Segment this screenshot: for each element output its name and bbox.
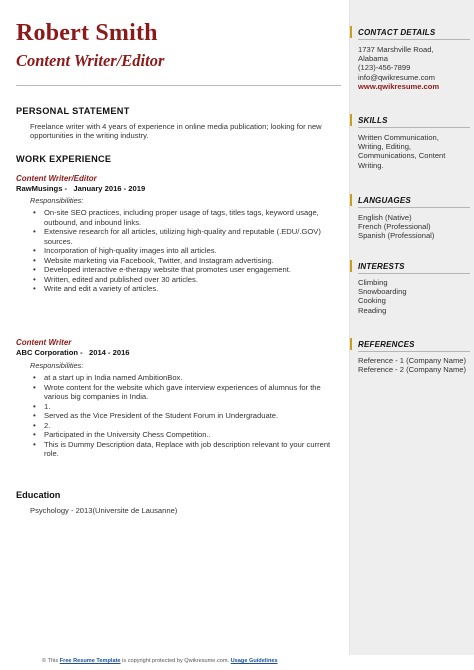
education-heading: Education <box>16 490 61 500</box>
interests-divider <box>358 273 470 274</box>
usage-guidelines-link[interactable]: Usage Guidelines <box>230 658 278 664</box>
language-item: French (Professional) <box>358 222 431 232</box>
responsibility-item: • Write and edit a variety of articles. <box>30 284 335 294</box>
responsibilities-list <box>30 373 335 459</box>
responsibility-item: • Written, edited and published over 30 articles. <box>30 275 335 285</box>
responsibilities-label: Responsibilities: <box>30 196 84 205</box>
contact-divider <box>358 39 470 40</box>
candidate-title: Content Writer/Editor <box>16 51 165 70</box>
education-entry: Psychology - 2013(Universite de Lausanne) <box>30 506 178 515</box>
sidebar <box>349 0 474 655</box>
free-resume-template-link[interactable]: Free Resume Template <box>59 658 121 664</box>
job-company <box>16 184 145 193</box>
footer-mid-text: is copyright protected by Qwikresume.com. <box>122 658 230 664</box>
language-item: English (Native) <box>358 213 412 222</box>
skills-text: Written Communication, Writing, Editing, Communications, Content Writing. <box>358 133 446 170</box>
responsibility-item: • Served as the Vice President of the Student Forum in Undergraduate. <box>30 411 335 421</box>
responsibilities-list <box>30 208 335 294</box>
footer-copyright-line <box>42 658 278 664</box>
languages-list <box>358 213 470 241</box>
job-title: Content Writer/Editor <box>16 174 97 183</box>
personal-statement-text: Freelance writer with 4 years of experience in online media publication; looking for new opportunities in the writing industry. <box>30 122 322 141</box>
interests-list <box>358 278 470 315</box>
company-name: ABC Corporation - <box>16 348 83 357</box>
job-company <box>16 348 130 357</box>
references-list <box>358 356 470 374</box>
personal-statement-heading: PERSONAL STATEMENT <box>16 106 130 116</box>
responsibility-item: • Extensive research for all articles, utilizing high-quality and reputable (.EDU/.GOV) sources. <box>30 227 335 246</box>
interests-heading: INTERESTS <box>358 262 405 271</box>
reference-item: Reference - 1 (Company Name) <box>358 356 467 365</box>
skills-heading: SKILLS <box>358 116 388 125</box>
responsibility-item: • On-site SEO practices, including proper usage of tags, titles tags, keyword usage, outbound, and inbound links. <box>30 208 335 227</box>
job-dates: January 2016 - 2019 <box>73 184 146 193</box>
contact-heading: CONTACT DETAILS <box>358 28 436 37</box>
responsibility-item: • 2. <box>30 421 335 431</box>
website-link[interactable]: www.qwikresume.com <box>358 81 440 91</box>
section-accent-bar <box>350 26 352 38</box>
responsibility-item: • This is Dummy Description data, Replace with job description relevant to your current role. <box>30 440 335 459</box>
language-item: Spanish (Professional) <box>358 231 435 241</box>
interest-item: Climbing <box>358 278 388 287</box>
skills-divider <box>358 127 470 128</box>
job-title: Content Writer <box>16 338 72 347</box>
job-dates: 2014 - 2016 <box>89 348 130 357</box>
languages-heading: LANGUAGES <box>358 196 411 205</box>
responsibility-item: • Incorporation of high-quality images into all articles. <box>30 246 335 256</box>
copyright-symbol: © <box>42 658 47 664</box>
responsibility-item: • Participated in the University Chess Competition.. <box>30 430 335 440</box>
responsibility-item: • Wrote content for the website which gave interview experiences of alumnus for the various big companies in India. <box>30 383 335 402</box>
footer <box>0 655 474 670</box>
reference-item: Reference - 2 (Company Name) <box>358 365 467 375</box>
responsibilities-label: Responsibilities: <box>30 361 84 370</box>
contact-details <box>358 45 470 91</box>
candidate-name: Robert Smith <box>16 20 158 46</box>
references-divider <box>358 351 470 352</box>
address-line-2: Alabama <box>358 54 388 64</box>
responsibility-item: • 1. <box>30 402 335 412</box>
footer-this: This <box>47 658 59 664</box>
section-accent-bar <box>350 260 352 272</box>
interest-item: Reading <box>358 305 387 315</box>
responsibility-item: • Website marketing via Facebook, Twitter, and Instagram advertising. <box>30 256 335 266</box>
languages-divider <box>358 207 470 208</box>
company-name: RawMusings - <box>16 184 68 193</box>
email: info@qwikresume.com <box>358 72 435 82</box>
interest-item: Snowboarding <box>358 287 407 297</box>
responsibility-item: • at a start up in India named AmbitionBox. <box>30 373 335 383</box>
interest-item: Cooking <box>358 296 386 306</box>
section-accent-bar <box>350 338 352 350</box>
section-accent-bar <box>350 114 352 126</box>
address-line-1: 1737 Marshville Road, <box>358 45 434 54</box>
references-heading: REFERENCES <box>358 340 415 349</box>
work-experience-heading: WORK EXPERIENCE <box>16 154 112 164</box>
section-accent-bar <box>350 194 352 206</box>
phone: (123)-456-7899 <box>358 63 411 73</box>
header-divider <box>16 85 341 86</box>
responsibility-item: • Developed interactive e-therapy website that promotes user engagement. <box>30 265 335 275</box>
